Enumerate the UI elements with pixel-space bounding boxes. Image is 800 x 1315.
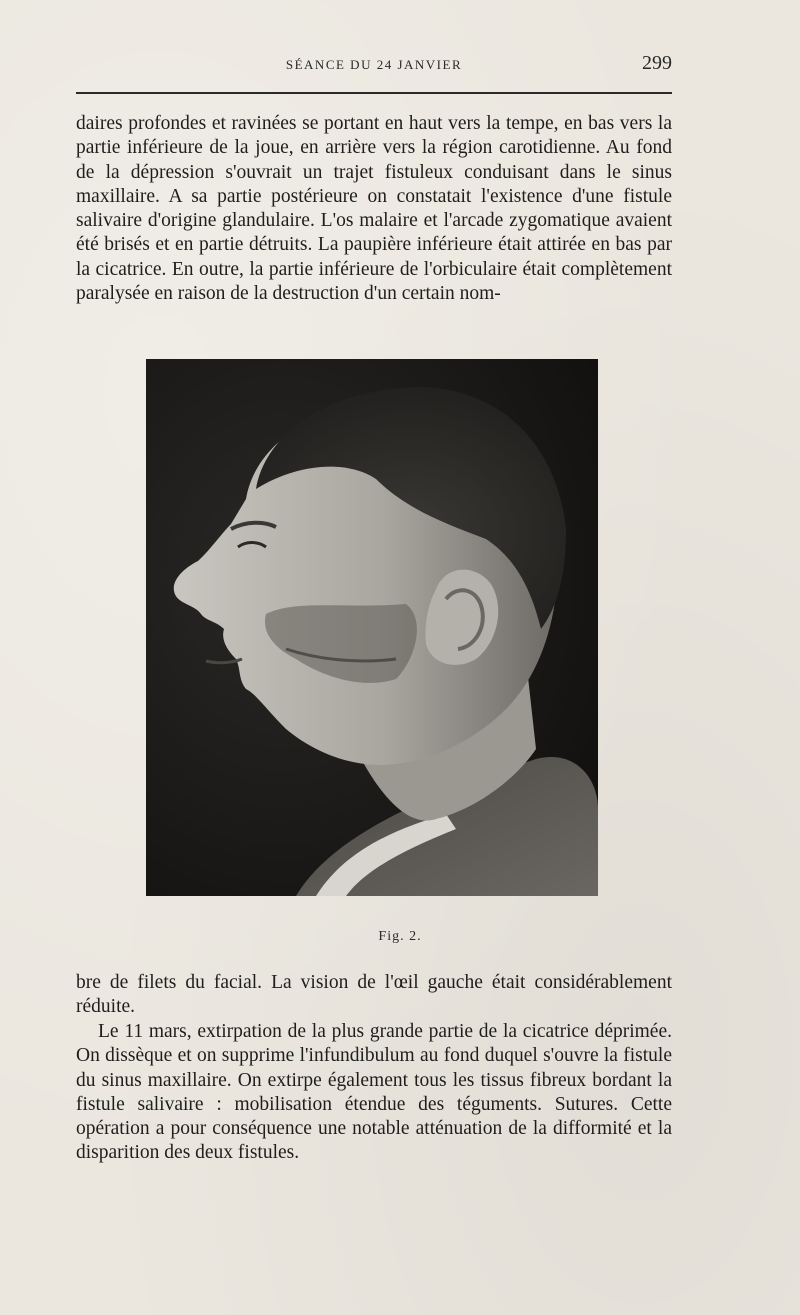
body-paragraph: bre de filets du facial. La vision de l'œil gauche était considérablement réduite.	[76, 972, 672, 1018]
body-paragraph: Le 11 mars, extirpation de la plus grande partie de la cicatrice déprimée. On dissèque et on supprime l'infundibulum au fond duquel s'ouvre la fistule du sinus maxillaire. On extirpe également tous les tissus fibreux bordant la fistule salivaire : mobilisation étendue des téguments. Sutures. Cette opération a pour conséquence une notable atténuation de la difformité et la disparition des deux fistules.	[76, 1021, 672, 1164]
running-head-title: SÉANCE DU 24 JANVIER	[285, 57, 463, 72]
running-head	[76, 52, 672, 80]
profile-portrait-photo	[146, 359, 598, 896]
page-number: 299	[642, 52, 672, 74]
figure-photograph	[146, 359, 598, 896]
body-paragraph: daires profondes et ravinées se portant en haut vers la tempe, en bas vers la partie inférieure de la joue, en arrière vers la région carotidienne. Au fond de la dépression s'ouvrait un trajet fistuleux conduisant dans le sinus maxillaire. A sa partie postérieure on constatait l'existence d'une fistule salivaire d'origine glandulaire. L'os malaire et l'arcade zygomatique avaient été brisés et en partie détruits. La paupière inférieure était attirée en bas par la cicatrice. En outre, la partie inférieure de l'orbiculaire était complètement paralysée en raison de la destruction d'un certain nom-	[76, 113, 672, 305]
header-rule	[76, 92, 672, 94]
figure-caption: Fig. 2.	[378, 929, 422, 944]
